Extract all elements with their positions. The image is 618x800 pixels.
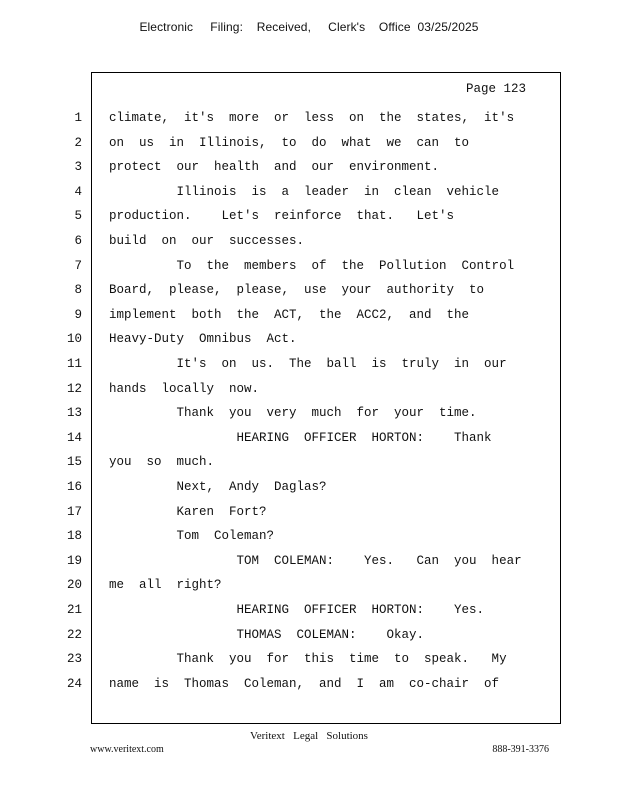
line-number: 8 [74, 283, 82, 298]
transcript-line [0, 160, 618, 185]
line-text: me all right? [109, 578, 222, 593]
transcript-line [0, 603, 618, 628]
line-text: you so much. [109, 455, 215, 470]
transcript-line [0, 259, 618, 284]
line-text: Thank you for this time to speak. My [109, 652, 507, 667]
line-number: 11 [66, 357, 82, 371]
transcript-line [0, 136, 618, 161]
line-text: hands locally now. [109, 381, 260, 396]
line-text: THOMAS COLEMAN: Okay. [109, 627, 425, 642]
line-text: Tom Coleman? [109, 529, 275, 544]
line-text: Karen Fort? [109, 504, 267, 519]
line-number: 6 [74, 234, 82, 248]
line-text: protect our health and our environment. [109, 160, 440, 175]
line-number: 3 [74, 160, 82, 175]
line-number: 12 [66, 381, 82, 396]
line-number: 2 [74, 135, 82, 150]
line-number: 1 [74, 111, 82, 125]
transcript-line [0, 209, 618, 234]
line-number: 7 [74, 258, 82, 273]
transcript-line [0, 480, 618, 505]
line-text: Next, Andy Daglas? [109, 480, 327, 494]
transcript-line [0, 111, 618, 136]
transcript-line [0, 652, 618, 677]
line-number: 19 [66, 553, 82, 568]
filing-stamp-header: Electronic Filing: Received, Clerk's Office 03/25/2025 [139, 20, 479, 34]
line-number: 5 [74, 209, 82, 224]
transcript-line [0, 185, 618, 210]
line-text: production. Let's reinforce that. Let's [109, 209, 455, 224]
line-number: 20 [66, 578, 82, 593]
line-number: 9 [74, 307, 82, 322]
transcript-line [0, 382, 618, 407]
page-number: Page 123 [465, 82, 526, 96]
transcript-line [0, 234, 618, 259]
line-text: Heavy-Duty Omnibus Act. [109, 332, 297, 347]
line-number: 10 [66, 332, 82, 347]
line-text: build on our successes. [109, 234, 305, 248]
transcript-line [0, 455, 618, 480]
line-number: 18 [66, 529, 82, 544]
line-number: 17 [66, 504, 82, 519]
line-number: 16 [66, 480, 82, 494]
transcript-line [0, 677, 618, 702]
line-text: Illinois is a leader in clean vehicle [109, 184, 500, 199]
transcript-line [0, 283, 618, 308]
line-text: It's on us. The ball is truly in our [109, 357, 507, 371]
transcript-line [0, 308, 618, 333]
transcript-line [0, 357, 618, 382]
footer-phone: 888-391-3376 [492, 744, 549, 755]
transcript-line [0, 529, 618, 554]
line-number: 21 [66, 603, 82, 617]
line-number: 24 [66, 676, 82, 691]
transcript-line [0, 505, 618, 530]
line-number: 22 [66, 627, 82, 642]
line-number: 4 [74, 184, 82, 199]
line-number: 15 [66, 455, 82, 470]
line-text: implement both the ACT, the ACC2, and the [109, 307, 470, 322]
footer-company: Veritext Legal Solutions [250, 730, 368, 742]
line-text: climate, it's more or less on the states, it's [109, 111, 515, 125]
line-number: 14 [66, 430, 82, 445]
line-number: 23 [66, 652, 82, 667]
line-text: HEARING OFFICER HORTON: Yes. [109, 603, 485, 617]
transcript-line [0, 554, 618, 579]
line-text: name is Thomas Coleman, and I am co-chair of [109, 676, 500, 691]
line-text: on us in Illinois, to do what we can to [109, 135, 470, 150]
line-text: To the members of the Pollution Control [109, 258, 515, 273]
line-text: Board, please, please, use your authority to [109, 283, 485, 298]
transcript-line [0, 431, 618, 456]
footer-website: www.veritext.com [90, 744, 164, 755]
transcript-line [0, 332, 618, 357]
line-text: Thank you very much for your time. [109, 406, 477, 421]
line-number: 13 [66, 406, 82, 421]
transcript-line [0, 578, 618, 603]
line-text: HEARING OFFICER HORTON: Thank [109, 430, 492, 445]
transcript-line [0, 628, 618, 653]
line-text: TOM COLEMAN: Yes. Can you hear [109, 553, 522, 568]
transcript-line [0, 406, 618, 431]
